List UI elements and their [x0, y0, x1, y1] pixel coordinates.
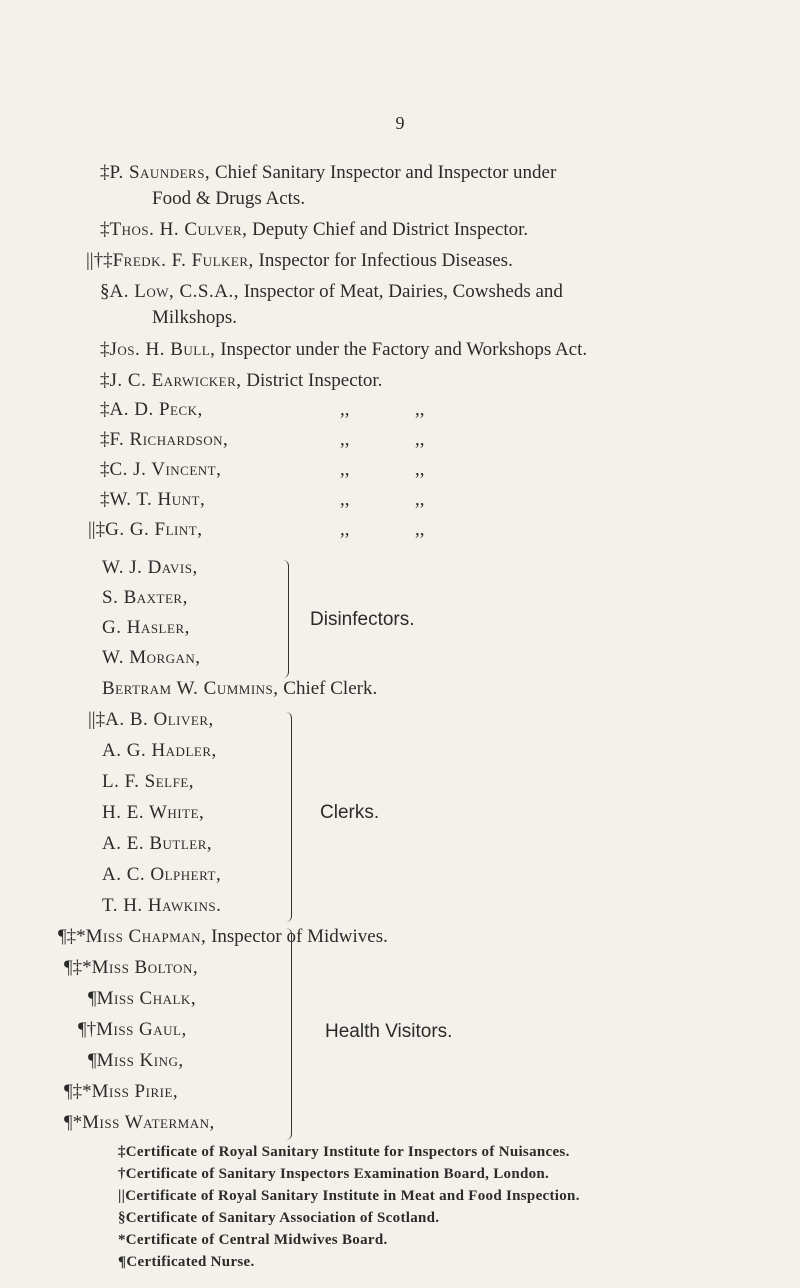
district-inspector-row: ‡W. T. Hunt,	[100, 489, 206, 510]
ditto-mark: ,,	[415, 519, 425, 540]
health-visitor-name: ¶†Miss Gaul,	[78, 1019, 187, 1040]
midwives-inspector: ¶‡*Miss Chapman, Inspector of Midwives.	[58, 926, 388, 947]
clerk-name: A. G. Hadler,	[102, 740, 217, 761]
disinfector-name: S. Baxter,	[102, 587, 188, 608]
clerk-name: ||‡A. B. Oliver,	[88, 709, 214, 730]
ditto-mark: ,,	[415, 429, 425, 450]
clerks-brace	[283, 712, 292, 922]
ditto-mark: ,,	[415, 459, 425, 480]
entry-low: §A. Low, C.S.A., Inspector of Meat, Dairies, Cowsheds and Milkshops.	[100, 281, 563, 328]
footnote: ¶Certificated Nurse.	[118, 1254, 255, 1270]
disinfector-name: G. Hasler,	[102, 617, 190, 638]
health-visitor-name: ¶Miss King,	[88, 1050, 184, 1071]
ditto-mark: ,,	[340, 519, 350, 540]
ditto-mark: ,,	[340, 399, 350, 420]
disinfectors-brace	[280, 560, 289, 678]
entry-saunders: ‡P. Saunders, Chief Sanitary Inspector and Inspector under Food & Drugs Acts.	[100, 162, 557, 209]
district-inspector-row: ‡F. Richardson,	[100, 429, 229, 450]
ditto-mark: ,,	[340, 429, 350, 450]
clerk-name: A. C. Olphert,	[102, 864, 222, 885]
health-visitor-name: ¶‡*Miss Bolton,	[64, 957, 199, 978]
footnote: ||Certificate of Royal Sanitary Institute in Meat and Food Inspection.	[118, 1188, 580, 1204]
entry-earwicker: ‡J. C. Earwicker, District Inspector.	[100, 370, 383, 391]
footnote: ‡Certificate of Royal Sanitary Institute for Inspectors of Nuisances.	[118, 1144, 570, 1160]
entry-culver: ‡Thos. H. Culver, Deputy Chief and District Inspector.	[100, 219, 529, 240]
entry-bull: ‡Jos. H. Bull, Inspector under the Factory and Workshops Act.	[100, 339, 588, 360]
chief-clerk: Bertram W. Cummins, Chief Clerk.	[102, 678, 378, 699]
disinfector-name: W. Morgan,	[102, 647, 201, 668]
ditto-mark: ,,	[415, 489, 425, 510]
clerk-name: T. H. Hawkins.	[102, 895, 222, 916]
page-number: 9	[395, 113, 405, 133]
clerk-name: A. E. Butler,	[102, 833, 213, 854]
disinfectors-label: Disinfectors.	[310, 609, 415, 630]
ditto-mark: ,,	[415, 399, 425, 420]
footnote: §Certificate of Sanitary Association of Scotland.	[118, 1210, 440, 1226]
district-inspector-row: ||‡G. G. Flint,	[88, 519, 203, 540]
health-visitor-name: ¶*Miss Waterman,	[64, 1112, 215, 1133]
health-visitors-brace	[283, 928, 292, 1140]
district-inspector-row: ‡A. D. Peck,	[100, 399, 203, 420]
clerks-label: Clerks.	[320, 802, 380, 823]
footnote: *Certificate of Central Midwives Board.	[118, 1232, 388, 1248]
disinfector-name: W. J. Davis,	[102, 557, 198, 578]
health-visitor-name: ¶‡*Miss Pirie,	[64, 1081, 179, 1102]
health-visitor-name: ¶Miss Chalk,	[88, 988, 197, 1009]
ditto-mark: ,,	[340, 459, 350, 480]
health-visitors-label: Health Visitors.	[325, 1021, 453, 1042]
clerk-name: H. E. White,	[102, 802, 205, 823]
ditto-mark: ,,	[340, 489, 350, 510]
entry-fulker: ||†‡Fredk. F. Fulker, Inspector for Infectious Diseases.	[86, 250, 513, 271]
district-inspector-row: ‡C. J. Vincent,	[100, 459, 222, 480]
clerk-name: L. F. Selfe,	[102, 771, 195, 792]
footnote: †Certificate of Sanitary Inspectors Examination Board, London.	[118, 1166, 550, 1182]
